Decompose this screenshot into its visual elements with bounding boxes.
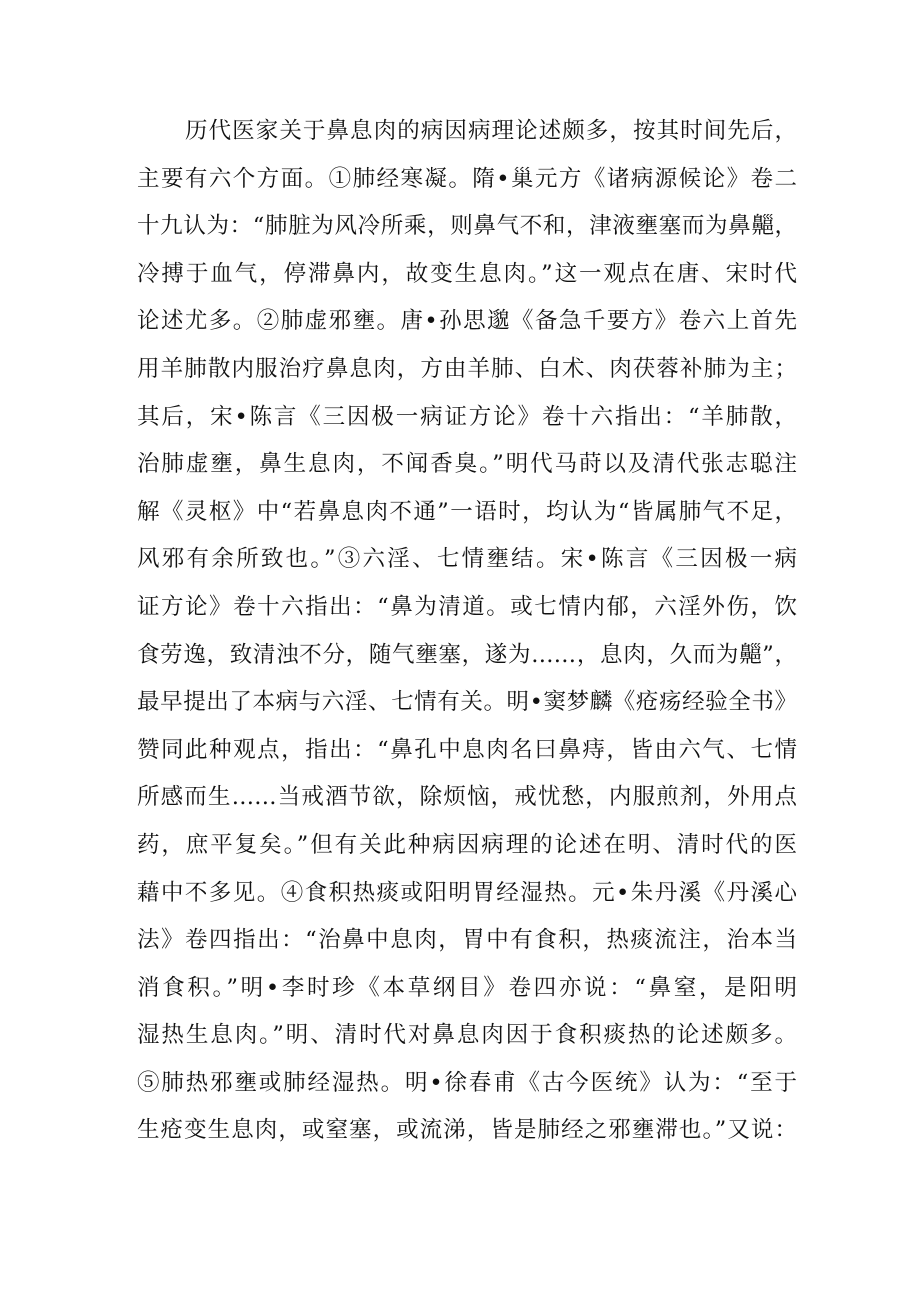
text-line: 风邪有余所致也。”③六淫、七情壅结。宋•陈言《三因极一病 bbox=[137, 546, 797, 573]
text-line: 生疮变生息肉，或窒塞，或流涕，皆是肺经之邪壅滞也。”又说： bbox=[137, 1117, 797, 1144]
text-line: 其后，宋•陈言《三因极一病证方论》卷十六指出：“羊肺散， bbox=[137, 403, 797, 430]
text-line: 证方论》卷十六指出：“鼻为清道。或七情内郁，六淫外伤，饮 bbox=[137, 593, 797, 620]
text-line: 冷搏于血气，停滞鼻内，故变生息肉。”这一观点在唐、宋时代 bbox=[137, 260, 797, 287]
text-line: 历代医家关于鼻息肉的病因病理论述颇多，按其时间先后， bbox=[185, 118, 797, 144]
text-line: 湿热生息肉。”明、清时代对鼻息肉因于食积痰热的论述颇多。 bbox=[137, 1022, 797, 1049]
text-line: 论述尤多。②肺虚邪壅。唐•孙思邈《备急千要方》卷六上首先 bbox=[137, 308, 797, 335]
text-line: 治肺虚壅，鼻生息肉，不闻香臭。”明代马莳以及清代张志聪注 bbox=[137, 451, 797, 478]
text-line: ⑤肺热邪壅或肺经湿热。明•徐春甫《古今医统》认为：“至于 bbox=[137, 1069, 797, 1096]
text-line: 最早提出了本病与六淫、七情有关。明•窦梦麟《疮疡经验全书》 bbox=[137, 689, 797, 716]
text-line: 所感而生……当戒酒节欲，除烦恼，戒忧愁，内服煎剂，外用点 bbox=[137, 784, 797, 811]
text-line: 消食积。”明•李时珍《本草纲目》卷四亦说：“鼻窒，是阳明 bbox=[137, 974, 797, 1001]
text-line: 藉中不多见。④食积热痰或阳明胃经湿热。元•朱丹溪《丹溪心 bbox=[137, 879, 797, 906]
text-line: 药，庶平复矣。”但有关此种病因病理的论述在明、清时代的医 bbox=[137, 831, 797, 858]
body-paragraph bbox=[137, 108, 797, 1155]
text-line: 法》卷四指出：“治鼻中息肉，胃中有食积，热痰流注，治本当 bbox=[137, 927, 797, 954]
text-line: 十九认为：“肺脏为风冷所乘，则鼻气不和，津液壅塞而为鼻齆， bbox=[137, 213, 797, 240]
text-line: 用羊肺散内服治疗鼻息肉，方由羊肺、白术、肉茯蓉补肺为主； bbox=[137, 355, 797, 382]
text-line: 解《灵枢》中“若鼻息肉不通”一语时，均认为“皆属肺气不足， bbox=[137, 498, 797, 525]
text-line: 食劳逸，致清浊不分，随气壅塞，遂为……，息肉，久而为齆”， bbox=[137, 641, 797, 668]
text-line: 主要有六个方面。①肺经寒凝。隋•巢元方《诸病源候论》卷二 bbox=[137, 165, 797, 192]
text-line: 赞同此种观点，指出：“鼻孔中息肉名曰鼻痔，皆由六气、七情 bbox=[137, 736, 797, 763]
